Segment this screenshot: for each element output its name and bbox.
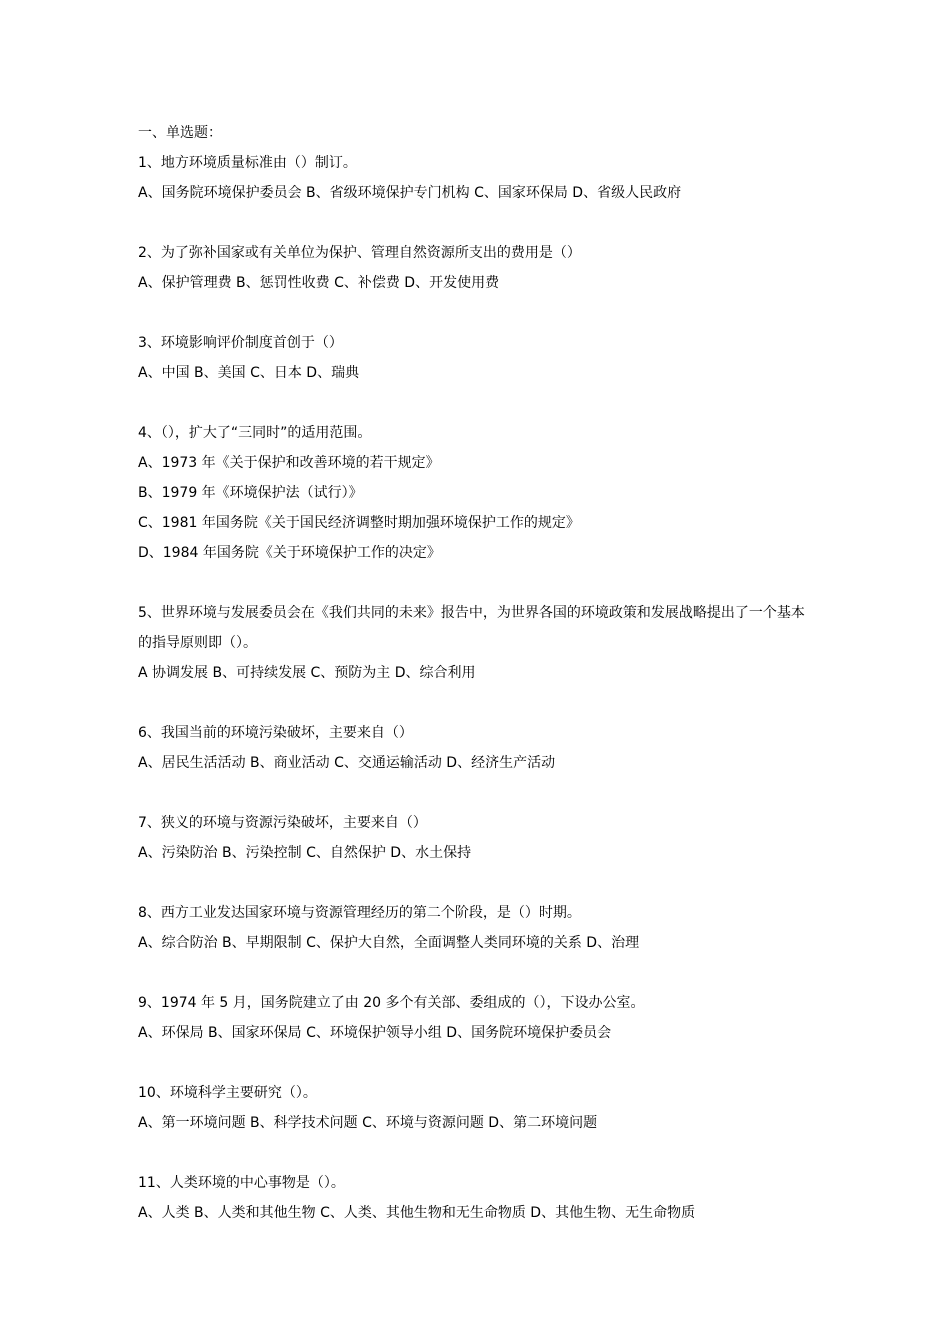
question-8 <box>138 898 818 958</box>
question-stem: 5、世界环境与发展委员会在《我们共同的未来》报告中，为世界各国的环境政策和发展战略提出了一个基本的指导原则即（）。 <box>138 605 805 651</box>
question-7 <box>138 808 818 868</box>
question-stem: 10、环境科学主要研究（）。 <box>138 1085 317 1101</box>
question-6 <box>138 718 818 778</box>
question-options: A、国务院环境保护委员会 B、省级环境保护专门机构 C、国家环保局 D、省级人民政府 <box>138 185 682 201</box>
question-stem: 2、为了弥补国家或有关单位为保护、管理自然资源所支出的费用是（） <box>138 245 581 261</box>
question-10 <box>138 1078 818 1138</box>
question-stem: 4、（），扩大了“三同时”的适用范围。 <box>138 425 372 441</box>
question-option-c: C、1981 年国务院《关于国民经济调整时期加强环境保护工作的规定》 <box>138 515 580 531</box>
question-option-a: A、1973 年《关于保护和改善环境的若干规定》 <box>138 455 440 471</box>
question-options: A、中国 B、美国 C、日本 D、瑞典 <box>138 365 360 381</box>
question-options: A、污染防治 B、污染控制 C、自然保护 D、水土保持 <box>138 845 472 861</box>
question-4 <box>138 418 818 568</box>
question-options: A、环保局 B、国家环保局 C、环境保护领导小组 D、国务院环境保护委员会 <box>138 1025 612 1041</box>
question-option-b: B、1979 年《环境保护法（试行）》 <box>138 485 363 501</box>
question-stem: 6、我国当前的环境污染破坏，主要来自（） <box>138 725 413 741</box>
section-title: 一、单选题： <box>138 125 222 141</box>
question-stem: 1、地方环境质量标准由（）制订。 <box>138 155 357 171</box>
question-options: A、第一环境问题 B、科学技术问题 C、环境与资源问题 D、第二环境问题 <box>138 1115 598 1131</box>
question-options: A、综合防治 B、早期限制 C、保护大自然，全面调整人类同环境的关系 D、治理 <box>138 935 640 951</box>
question-stem: 11、人类环境的中心事物是（）。 <box>138 1175 345 1191</box>
question-2 <box>138 238 818 298</box>
question-1 <box>138 148 818 208</box>
question-options: A、保护管理费 B、惩罚性收费 C、补偿费 D、开发使用费 <box>138 275 500 291</box>
question-stem: 3、环境影响评价制度首创于（） <box>138 335 343 351</box>
question-options: A、居民生活活动 B、商业活动 C、交通运输活动 D、经济生产活动 <box>138 755 556 771</box>
question-11 <box>138 1168 818 1228</box>
question-stem: 9、1974 年 5 月，国务院建立了由 20 多个有关部、委组成的（），下设办公室。 <box>138 995 645 1011</box>
question-option-d: D、1984 年国务院《关于环境保护工作的决定》 <box>138 545 441 561</box>
document-content <box>138 118 818 1258</box>
question-stem: 7、狭义的环境与资源污染破坏，主要来自（） <box>138 815 427 831</box>
question-5 <box>138 598 818 688</box>
question-options: A 协调发展 B、可持续发展 C、预防为主 D、综合利用 <box>138 665 476 681</box>
question-options: A、人类 B、人类和其他生物 C、人类、其他生物和无生命物质 D、其他生物、无生命物质 <box>138 1205 696 1221</box>
question-9 <box>138 988 818 1048</box>
question-stem: 8、西方工业发达国家环境与资源管理经历的第二个阶段，是（）时期。 <box>138 905 581 921</box>
question-3 <box>138 328 818 388</box>
